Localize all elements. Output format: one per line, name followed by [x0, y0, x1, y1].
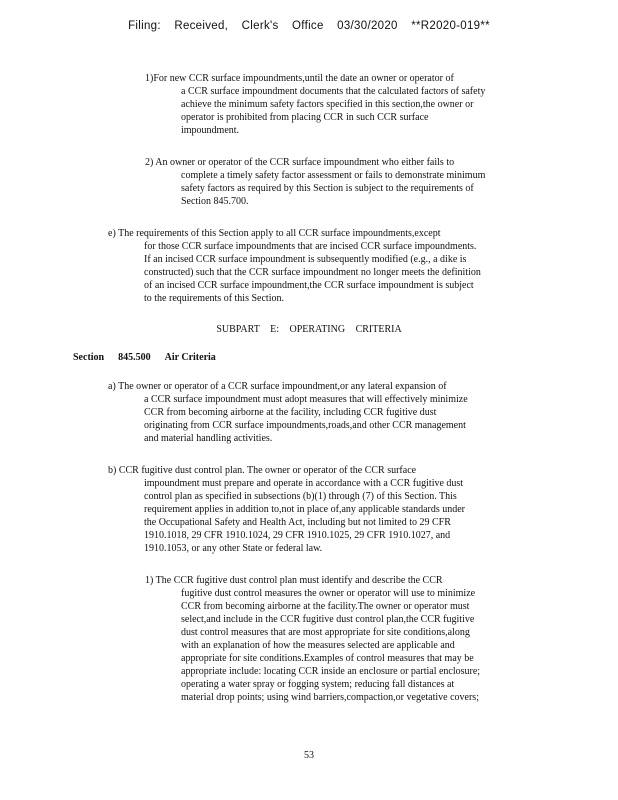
- text-line: Section 845.700.: [181, 196, 249, 207]
- text-line: CCR from becoming airborne at the facility, including CCR fugitive dust: [144, 407, 437, 418]
- paragraph-item-2: [145, 156, 545, 208]
- text-line: requirement applies in addition to,not in place of,any applicable standards under: [144, 504, 466, 515]
- text-line: b) CCR fugitive dust control plan. The owner or operator of the CCR surface: [108, 465, 417, 476]
- paragraph-item-b1: [145, 574, 545, 704]
- text-line: operating a water spray or fogging system; reducing fall distances at: [181, 679, 455, 690]
- text-line: 1910.1018, 29 CFR 1910.1024, 29 CFR 1910.1025, 29 CFR 1910.1027, and: [144, 530, 451, 541]
- paragraph-item-a: [108, 380, 548, 445]
- text-line: material drop points; using wind barriers,compaction,or vegetative covers;: [181, 692, 479, 703]
- text-line: select,and include in the CCR fugitive dust control plan,the CCR fugitive: [181, 614, 475, 625]
- text-line: and material handling activities.: [144, 433, 273, 444]
- paragraph-item-1: [145, 72, 545, 137]
- text-line: to the requirements of this Section.: [144, 293, 284, 304]
- text-line: e) The requirements of this Section apply to all CCR surface impoundments,except: [108, 228, 441, 239]
- text-line: If an incised CCR surface impoundment is subsequently modified (e.g., a dike is: [144, 254, 467, 265]
- subpart-heading: SUBPART E: OPERATING CRITERIA: [216, 324, 402, 335]
- section-title: Air Criteria: [164, 352, 216, 363]
- page-number: 53: [304, 750, 314, 761]
- paragraph-item-b: [108, 464, 548, 555]
- text-line: the Occupational Safety and Health Act, including but not limited to 29 CFR: [144, 517, 451, 528]
- text-line: a CCR surface impoundment must adopt measures that will effectively minimize: [144, 394, 468, 405]
- text-line: safety factors as required by this Section is subject to the requirements of: [181, 183, 474, 194]
- text-line: operator is prohibited from placing CCR in such CCR surface: [181, 112, 429, 123]
- text-line: originating from CCR surface impoundments,roads,and other CCR management: [144, 420, 466, 431]
- text-line: dust control measures that are most appropriate for site conditions,along: [181, 627, 470, 638]
- text-line: a) The owner or operator of a CCR surface impoundment,or any lateral expansion of: [108, 381, 447, 392]
- text-line: control plan as specified in subsections (b)(1) through (7) of this Section. This: [144, 491, 457, 502]
- text-line: appropriate for site conditions.Examples of control measures that may be: [181, 653, 474, 664]
- section-heading: [73, 351, 230, 364]
- text-line: impoundment.: [181, 125, 240, 136]
- text-line: CCR from becoming airborne at the facility.The owner or operator must: [181, 601, 470, 612]
- text-line: fugitive dust control measures the owner or operator will use to minimize: [181, 588, 476, 599]
- section-number: 845.500: [118, 352, 151, 363]
- text-line: constructed) such that the CCR surface impoundment no longer meets the definition: [144, 267, 481, 278]
- paragraph-item-e: [108, 227, 548, 305]
- text-line: for those CCR surface impoundments that are incised CCR surface impoundments.: [144, 241, 477, 252]
- text-line: 2) An owner or operator of the CCR surface impoundment who either fails to: [145, 157, 455, 168]
- text-line: of an incised CCR surface impoundment,the CCR surface impoundment is subject: [144, 280, 474, 291]
- text-line: a CCR surface impoundment documents that the calculated factors of safety: [181, 86, 486, 97]
- text-line: 1) The CCR fugitive dust control plan must identify and describe the CCR: [145, 575, 443, 586]
- text-line: with an explanation of how the measures selected are applicable and: [181, 640, 455, 651]
- text-line: 1)For new CCR surface impoundments,until the date an owner or operator of: [145, 73, 454, 84]
- text-line: appropriate include: locating CCR inside an enclosure or partial enclosure;: [181, 666, 481, 677]
- text-line: achieve the minimum safety factors specified in this section,the owner or: [181, 99, 474, 110]
- text-line: complete a timely safety factor assessment or fails to demonstrate minimum: [181, 170, 486, 181]
- section-label: Section: [73, 352, 105, 363]
- text-line: impoundment must prepare and operate in accordance with a CCR fugitive dust: [144, 478, 464, 489]
- text-line: 1910.1053, or any other State or federal law.: [144, 543, 323, 554]
- filing-header: Filing: Received, Clerk's Office 03/30/2020 **R2020-019**: [128, 20, 490, 32]
